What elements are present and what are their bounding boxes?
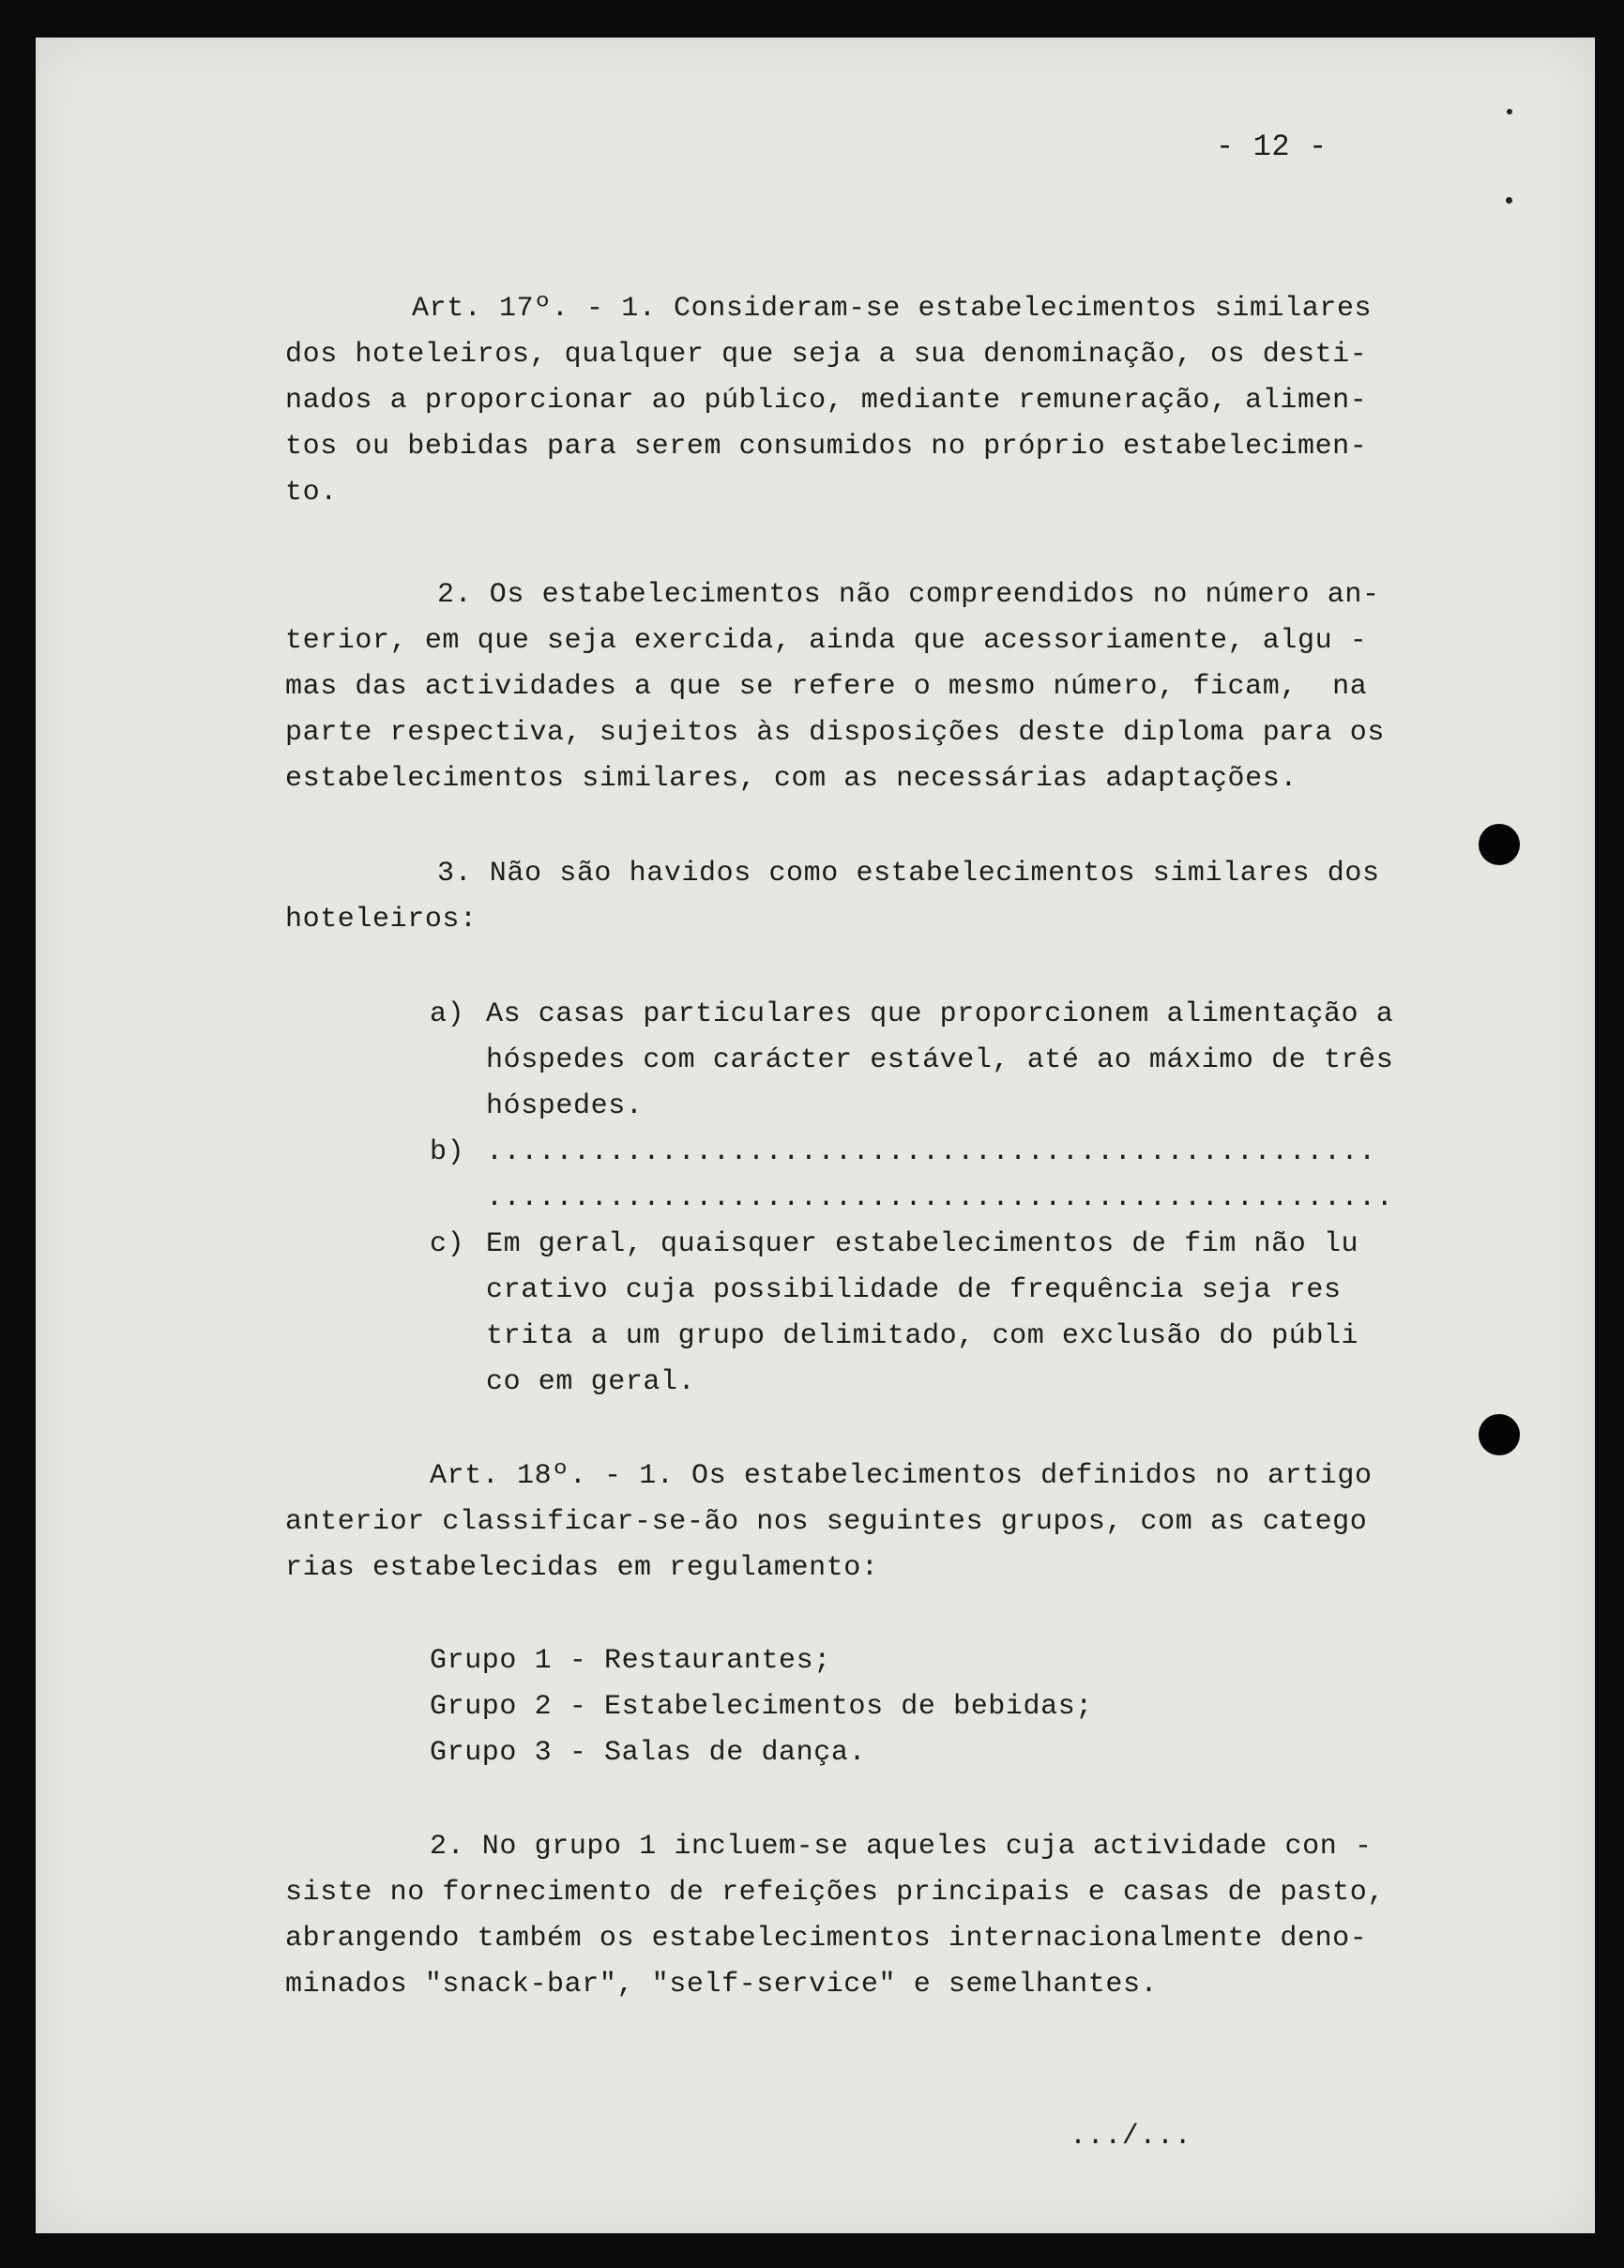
art17-p2-line-1: 2. Os estabelecimentos não compreendidos no número an- [437,579,1380,611]
item-a-letter: a) [430,998,465,1030]
art17-p1-line-2: dos hoteleiros, qualquer que seja a sua denominação, os desti- [285,339,1368,371]
document-page [36,38,1595,2233]
item-c-line-4: co em geral. [486,1366,696,1398]
item-b-dots-2: .................................................... [486,1182,1394,1214]
punch-hole-lower [1479,1414,1520,1455]
art17-p2-line-5: estabelecimentos similares, com as necessárias adaptações. [285,763,1298,795]
art18-p1-line-3: rias estabelecidas em regulamento: [285,1552,879,1584]
item-c-line-3: trita a um grupo delimitado, com exclusão do públi [486,1320,1359,1352]
group-3: Grupo 3 - Salas de dança. [430,1737,867,1769]
art18-p2-line-4: minados "snack-bar", "self-service" e semelhantes. [285,1969,1159,2001]
art18-p2-line-1: 2. No grupo 1 incluem-se aqueles cuja actividade con - [430,1831,1373,1863]
art17-p1-line-1: Art. 17º. - 1. Consideram-se estabelecimentos similares [412,293,1373,325]
group-1: Grupo 1 - Restaurantes; [430,1645,831,1677]
punch-hole-upper [1479,824,1520,865]
art18-p1-line-2: anterior classificar-se-ão nos seguintes grupos, com as catego [285,1506,1368,1538]
art17-p2-line-4: parte respectiva, sujeitos às disposições deste diploma para os [285,717,1385,749]
art17-p1-line-3: nados a proporcionar ao público, mediante remuneração, alimen- [285,385,1368,417]
continuation-mark: .../... [1070,2121,1192,2153]
item-a-line-2: hóspedes com carácter estável, até ao máximo de três [486,1044,1394,1076]
art17-p3-line-1: 3. Não são havidos como estabelecimentos similares dos [437,858,1380,890]
group-2: Grupo 2 - Estabelecimentos de bebidas; [430,1691,1093,1723]
art17-p1-line-4: tos ou bebidas para serem consumidos no próprio estabelecimen- [285,431,1368,463]
item-a-line-1: As casas particulares que proporcionem alimentação a [486,998,1394,1030]
item-c-letter: c) [430,1228,465,1260]
art17-p3-line-2: hoteleiros: [285,904,478,936]
art17-p1-line-5: to. [285,477,338,509]
art17-p2-line-3: mas das actividades a que se refere o mesmo número, ficam, na [285,671,1368,703]
item-a-line-3: hóspedes. [486,1090,644,1122]
item-c-line-2: crativo cuja possibilidade de frequência seja res [486,1274,1342,1306]
art18-p2-line-3: abrangendo também os estabelecimentos internacionalmente deno- [285,1923,1368,1955]
item-b-letter: b) [430,1136,465,1168]
art17-p2-line-2: terior, em que seja exercida, ainda que acessoriamente, algu - [285,625,1368,657]
page-number: - 12 - [1216,129,1328,164]
ink-speck [1506,197,1512,204]
ink-speck [1507,109,1512,114]
item-c-line-1: Em geral, quaisquer estabelecimentos de fim não lu [486,1228,1359,1260]
item-b-dots-1: ................................................... [486,1136,1376,1168]
art18-p2-line-2: siste no fornecimento de refeições principais e casas de pasto, [285,1877,1385,1909]
art18-p1-line-1: Art. 18º. - 1. Os estabelecimentos definidos no artigo [430,1460,1373,1492]
